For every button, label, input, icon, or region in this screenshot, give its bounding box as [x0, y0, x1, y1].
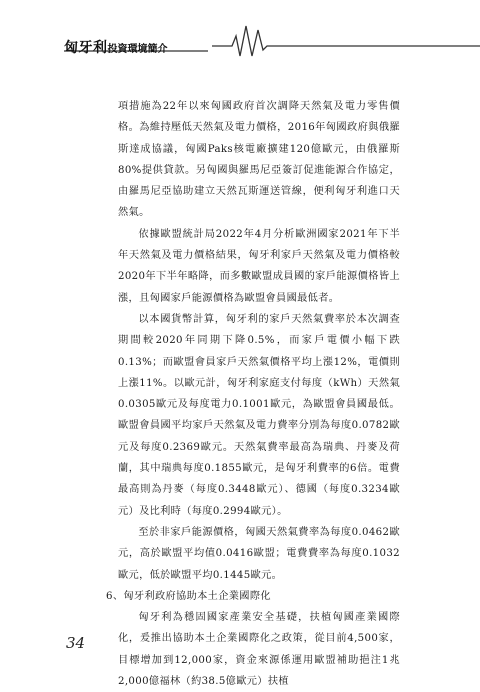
header-title-sub: 投資環境簡介	[107, 44, 168, 55]
paragraph-4: 至於非家戶能源價格，匈國天然氣費率為每度0.0462歐元，高於歐盟平均值0.0416歐盟；電費費率為每度0.1032歐元，低於歐盟平均0.1445歐元。	[118, 526, 400, 581]
paragraph-2: 依據歐盟統計局2022年4月分析歐洲國家2021年下半年天然氣及電力價格結果，匈牙利家戶天然氣及電力價格較2020年下半年略降，而多數歐盟成員國的家戶能源價格皆上漲，且匈國家戶能源價格為歐盟會員國最低者。	[118, 228, 400, 304]
page-header	[0, 0, 480, 60]
paragraph-3: 以本國貨幣計算，匈牙利的家戶天然氣費率於本次調查期間較2020年同期下降0.5%，而家戶電價小幅下跌0.13%；而歐盟會員家戶天然氣價格平均上漲12%，電價則上漲11%。以歐元計，匈牙利家庭支付每度（kWh）天然氣0.0305歐元及每度電力0.1001歐元，為歐盟會員國最低。歐盟會員國平均家戶天然氣及電力費率分別為每度0.0782歐元及每度0.2369歐元。天然氣費率最高為瑞典、丹麥及荷蘭，其中瑞典每度0.1855歐元，是匈牙利費率的6倍。電費最高則為丹麥（每度0.3448歐元）、德國（每度0.3234歐元）及比利時（每度0.2994歐元）。	[118, 313, 400, 517]
paragraph-1: 項措施為22年以來匈國政府首次調降天然氣及電力零售價格。為維持壓低天然氣及電力價格，2016年匈國政府與俄羅斯達成協議，匈國Paks核電廠擴建120億歐元，由俄羅斯80%提供貸款。另匈國與羅馬尼亞簽訂促進能源合作協定，由羅馬尼亞協助建立天然瓦斯運送管線，便利匈牙利進口天然氣。	[118, 101, 400, 219]
header-title-main: 匈牙利	[64, 40, 108, 56]
body-text	[106, 96, 400, 692]
page-number: 34	[66, 634, 86, 652]
section-heading: 6、匈牙利政府協助本土企業國際化	[106, 590, 271, 602]
header-title	[64, 37, 168, 57]
paragraph-5: 匈牙利為穩固國家產業安全基礎，扶植匈國產業國際化，爰推出協助本土企業國際化之政策，從目前4,500家，目標增加到12,000家，資金來源係運用歐盟補助挹注1兆2,000億福林（約38.5億歐元）扶植	[118, 612, 400, 688]
